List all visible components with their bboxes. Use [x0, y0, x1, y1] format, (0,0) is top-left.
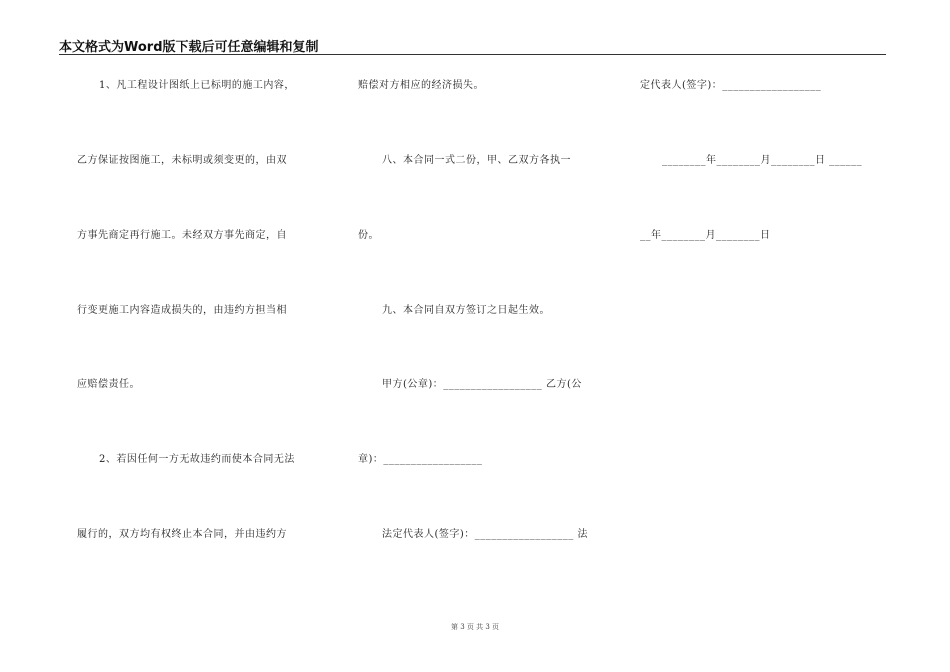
col2-line-5: 甲方(公章)：__________________ 乙方(公 — [382, 379, 582, 390]
header-title: 本文格式为Word版下载后可任意编辑和复制 — [59, 40, 319, 55]
col3-line-1: 定代表人(签字)：__________________ — [640, 80, 822, 91]
col2-line-1: 赔偿对方相应的经济损失。 — [358, 80, 484, 91]
col1-line-7: 履行的，双方均有权终止本合同，并由违约方 — [77, 529, 287, 540]
page-footer: 第 3 页 共 3 页 — [450, 623, 500, 631]
col3-line-2: ________年________月________日 ______ — [662, 155, 863, 166]
col3-line-3: __年________月________日 — [640, 230, 771, 241]
col1-line-3: 方事先商定再行施工。未经双方事先商定，自 — [77, 230, 287, 241]
col2-line-7: 法定代表人(签字)：__________________ 法 — [382, 529, 588, 540]
col1-line-4: 行变更施工内容造成损失的，由违约方担当相 — [77, 305, 287, 316]
col2-line-6: 章)：__________________ — [358, 454, 483, 465]
col2-line-2: 八、本合同一式二份，甲、乙双方各执一 — [382, 155, 571, 166]
page-header — [59, 34, 886, 55]
col1-line-6: 2、若因任何一方无故违约而使本合同无法 — [99, 454, 295, 465]
col1-line-5: 应赔偿责任。 — [77, 379, 140, 390]
col1-line-1: 1、凡工程设计图纸上已标明的施工内容， — [99, 80, 295, 91]
col2-line-3: 份。 — [358, 230, 379, 241]
col1-line-2: 乙方保证按图施工，未标明或须变更的，由双 — [77, 155, 287, 166]
col2-line-4: 九、本合同自双方签订之日起生效。 — [382, 305, 550, 316]
